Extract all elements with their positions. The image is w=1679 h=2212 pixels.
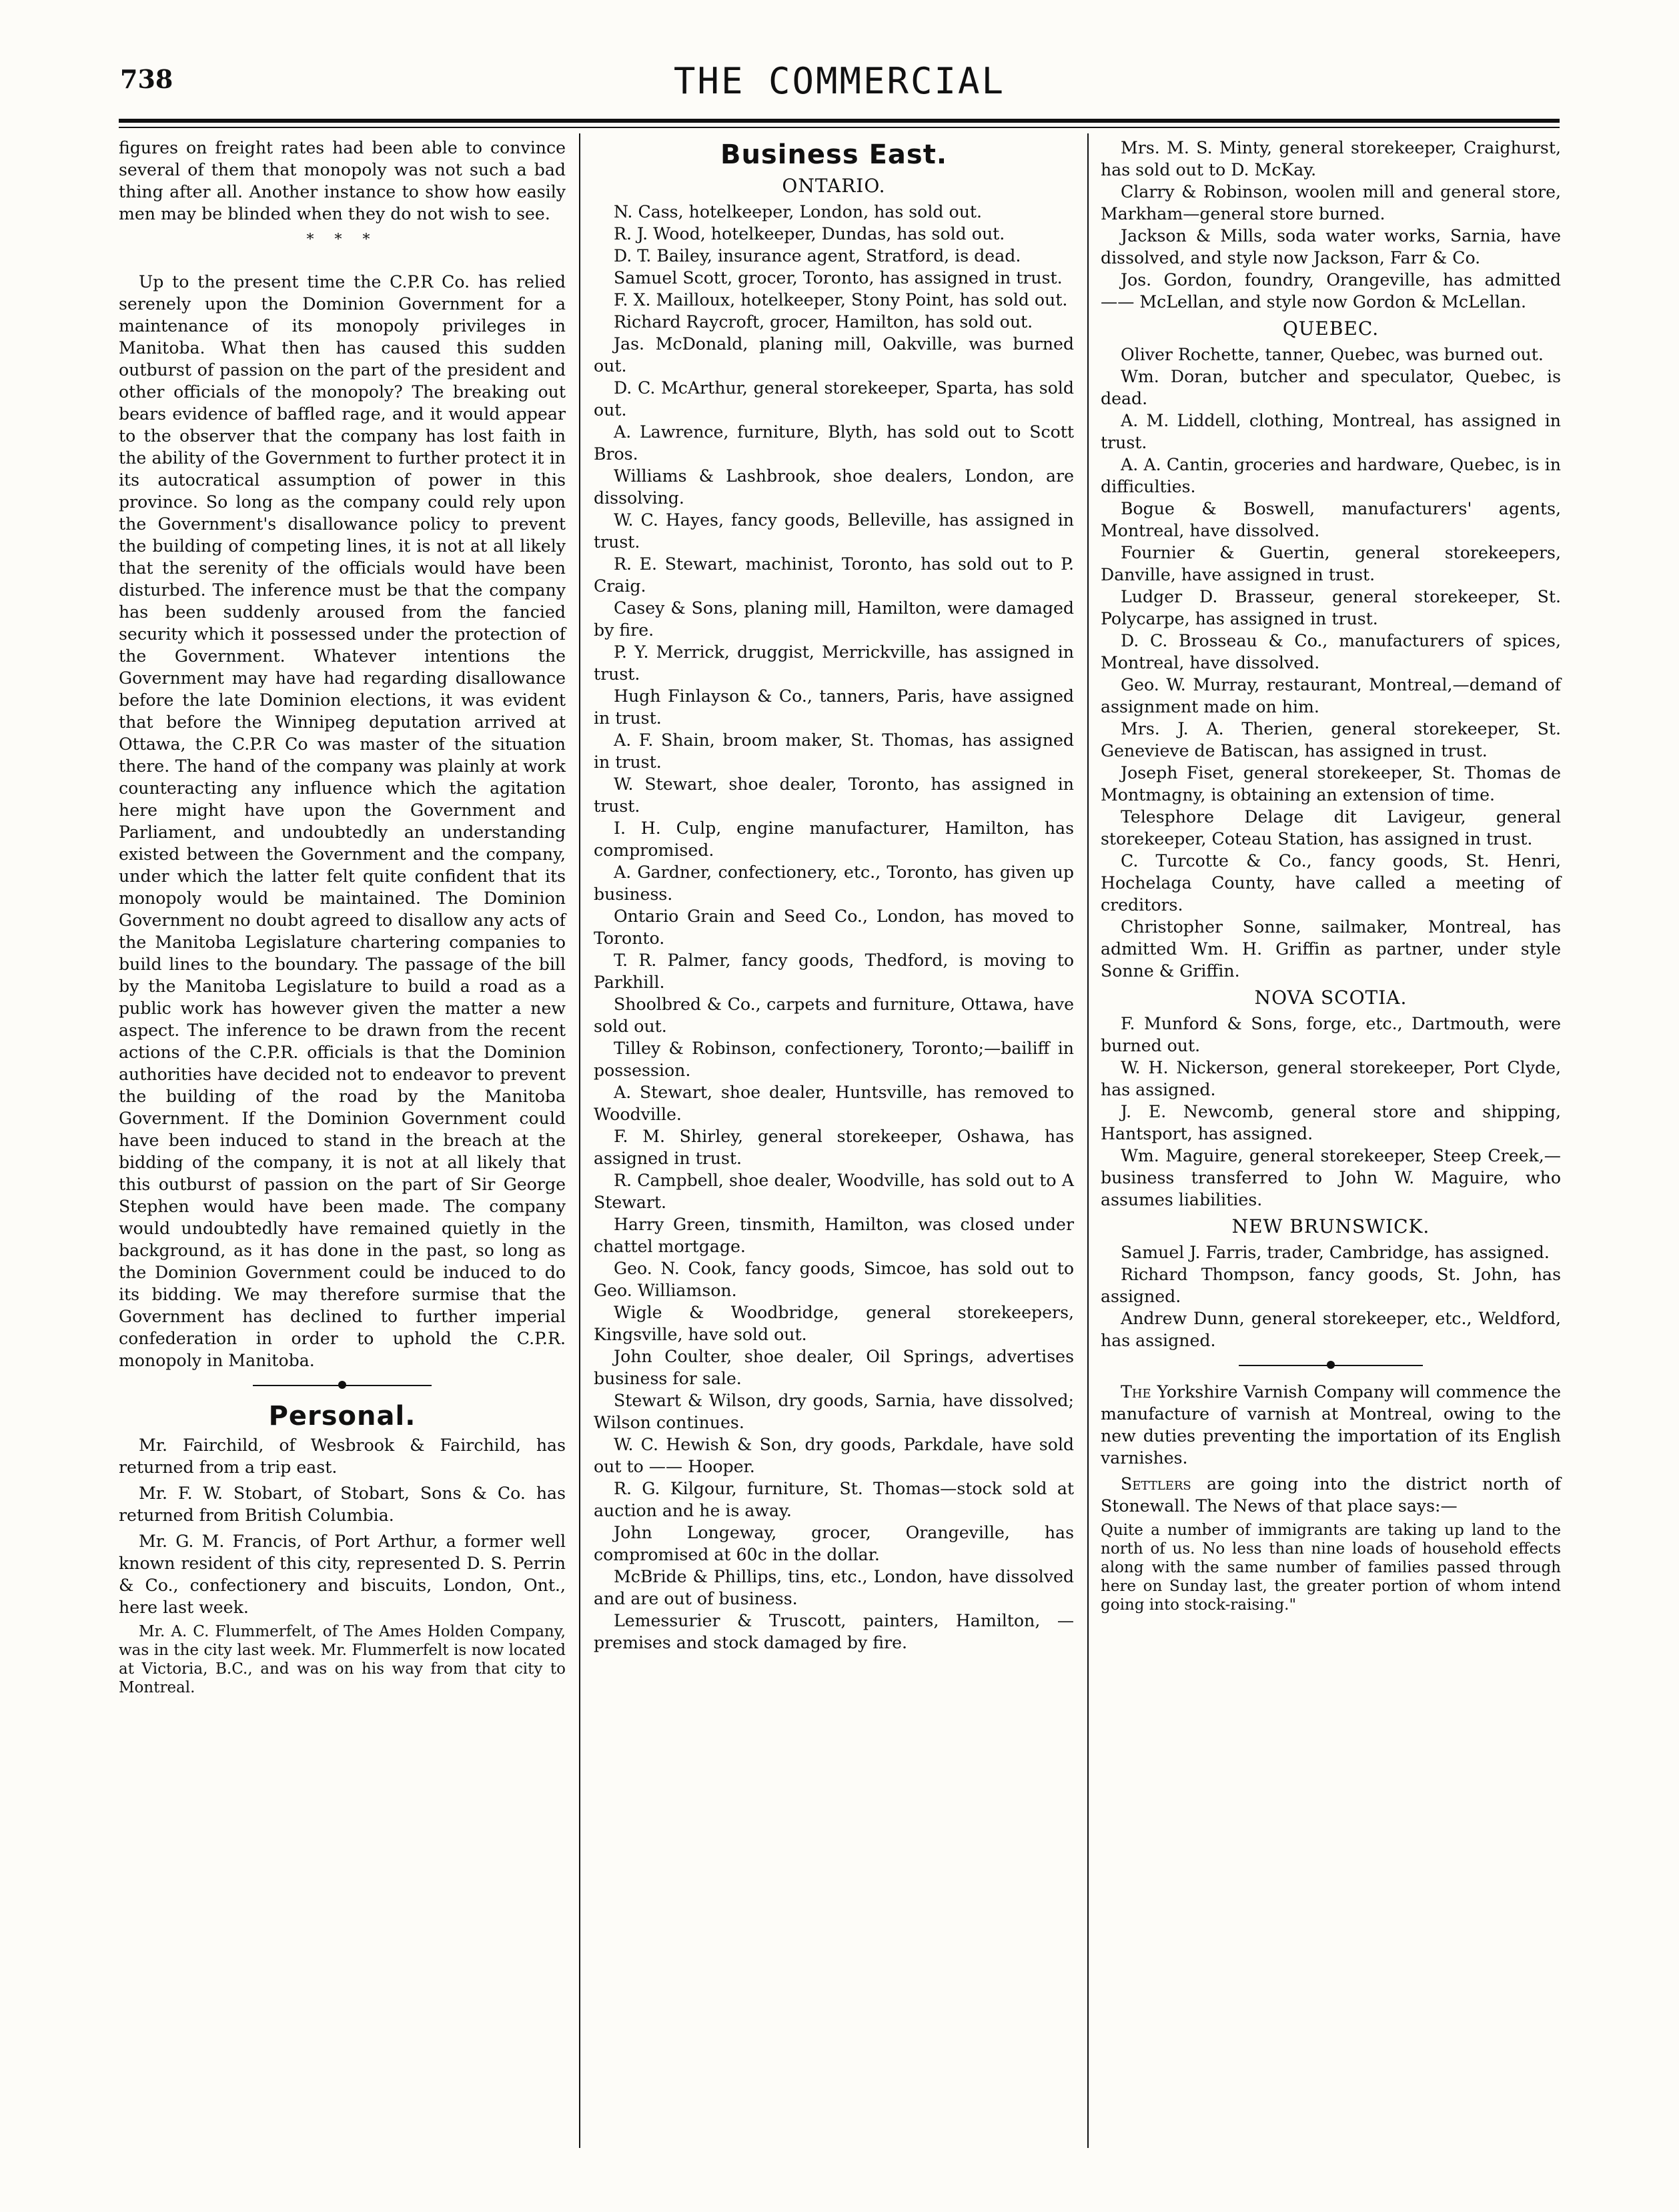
business-notice: John Longeway, grocer, Orangeville, has compromised at 60c in the dollar. [594, 1523, 1074, 1564]
business-notice: D. C. Brosseau & Co., manufacturers of spices, Montreal, have dissolved. [1101, 631, 1561, 672]
masthead-title: THE COMMERCIAL [673, 60, 1006, 102]
business-notice: Ontario Grain and Seed Co., London, has moved to Toronto. [594, 907, 1074, 948]
ontario-heading: ONTARIO. [782, 175, 886, 197]
business-notice: W. H. Nickerson, general storekeeper, Port Clyde, has assigned. [1101, 1058, 1561, 1099]
business-notice: A. Gardner, confectionery, etc., Toronto, has given up business. [594, 863, 1074, 904]
business-notice: F. M. Shirley, general storekeeper, Oshawa, has assigned in trust. [594, 1127, 1074, 1168]
business-notice: Richard Raycroft, grocer, Hamilton, has sold out. [614, 312, 1033, 332]
yorkshire-text: Yorkshire Varnish Company will commence the manufacture of varnish at Montreal, owing to the new duties preventing the importation of its English varnishes. [1101, 1382, 1561, 1468]
business-notice: Telesphore Delage dit Lavigeur, general storekeeper, Coteau Station, has assigned in trust. [1101, 807, 1561, 849]
business-notice: Andrew Dunn, general storekeeper, etc., Weldford, has assigned. [1101, 1309, 1561, 1350]
business-notice: Samuel Scott, grocer, Toronto, has assigned in trust. [614, 268, 1063, 288]
business-notice: Ludger D. Brasseur, general storekeeper, St. Polycarpe, has assigned in trust. [1101, 587, 1561, 628]
yorkshire-item [1101, 1381, 1561, 1469]
business-notice: Richard Thompson, fancy goods, St. John, has assigned. [1101, 1265, 1561, 1306]
business-notice: Fournier & Guertin, general storekeepers, Danville, have assigned in trust. [1101, 543, 1561, 584]
column-divider-right [1087, 133, 1089, 2148]
personal-item: Mr. G. M. Francis, of Port Arthur, a former well known resident of this city, represented D. S. Perrin & Co., confectionery and biscuits, London, Ont., here last week. [119, 1532, 566, 1617]
personal-heading: Personal. [268, 1401, 416, 1432]
business-east-heading: Business East. [720, 139, 948, 170]
business-notice: McBride & Phillips, tins, etc., London, have dissolved and are out of business. [594, 1567, 1074, 1608]
settlers-item [1101, 1473, 1561, 1517]
business-notice: Jos. Gordon, foundry, Orangeville, has admitted —— McLellan, and style now Gordon & McLellan. [1101, 270, 1561, 312]
column-editorial [119, 137, 566, 1701]
business-notice: I. H. Culp, engine manufacturer, Hamilton, has compromised. [594, 818, 1074, 860]
business-notice: Samuel J. Farris, trader, Cambridge, has assigned. [1121, 1243, 1550, 1262]
nova-scotia-list [1101, 1013, 1561, 1211]
business-notice: A. F. Shain, broom maker, St. Thomas, has assigned in trust. [594, 730, 1074, 772]
business-notice: Jas. McDonald, planing mill, Oakville, was burned out. [594, 334, 1074, 376]
settlers-lead: Settlers [1121, 1474, 1191, 1494]
business-notice: Bogue & Boswell, manufacturers' agents, Montreal, have dissolved. [1101, 499, 1561, 540]
business-notice: Harry Green, tinsmith, Hamilton, was closed under chattel mortgage. [594, 1215, 1074, 1256]
new-brunswick-heading: NEW BRUNSWICK. [1231, 1215, 1430, 1237]
settlers-text: are going into the district north of Stonewall. The News of that place says:— [1101, 1474, 1561, 1516]
business-notice: Hugh Finlayson & Co., tanners, Paris, have assigned in trust. [594, 686, 1074, 728]
business-notice: D. T. Bailey, insurance agent, Stratford, is dead. [614, 246, 1021, 265]
business-notice: A. M. Liddell, clothing, Montreal, has assigned in trust. [1101, 411, 1561, 452]
business-notice: R. Campbell, shoe dealer, Woodville, has sold out to A Stewart. [594, 1171, 1074, 1212]
business-notice: Wm. Doran, butcher and speculator, Quebec, is dead. [1101, 367, 1561, 408]
editorial-paragraph: figures on freight rates had been able to convince several of them that monopoly was not such a bad thing after all. Another instance to show how easily men may be blinded when they do not wish to see. [119, 138, 566, 223]
business-notice: W. C. Hewish & Son, dry goods, Parkdale, have sold out to —— Hooper. [594, 1435, 1074, 1476]
business-notice: F. X. Mailloux, hotelkeeper, Stony Point, has sold out. [614, 290, 1068, 310]
business-notice: Wm. Maguire, general storekeeper, Steep Creek,—business transferred to John W. Maguire, who assumes liabilities. [1101, 1146, 1561, 1209]
business-notice: Oliver Rochette, tanner, Quebec, was burned out. [1121, 345, 1544, 364]
business-notice: Mrs. M. S. Minty, general storekeeper, Craighurst, has sold out to D. McKay. [1101, 138, 1561, 179]
business-notice: Tilley & Robinson, confectionery, Toronto;—bailiff in possession. [594, 1039, 1074, 1080]
business-notice: Stewart & Wilson, dry goods, Sarnia, have dissolved; Wilson continues. [594, 1391, 1074, 1432]
business-notice: C. Turcotte & Co., fancy goods, St. Henri, Hochelaga County, have called a meeting of creditors. [1101, 851, 1561, 915]
editorial-paragraph: Up to the present time the C.P.R Co. has relied serenely upon the Dominion Government for a maintenance of its monopoly privileges in Manitoba. What then has caused this sudden outburst of passion on the part of the president and other officials of the monopoly? The breaking out bears evidence of baffled rage, and it would appear to the observer that the company has lost faith in the ability of the Government to further protect it in its autocratical assumption of power in this province. So long as the company could rely upon the Government's disallowance policy to prevent the building of competing lines, it is not at all likely that the serenity of the officials would have been disturbed. The inference must be that the company has been suddenly aroused from the fancied security which it possessed under the protection of the Government. Whatever intentions the Government may have had regarding disallowance before the late Dominion elections, it was evident that before the Winnipeg deputation arrived at Ottawa, the C.P.R Co was master of the situation there. The hand of the company was plainly at work counteracting any influence which the agitation here might have upon the Government and Parliament, and undoubtedly an understanding existed between the Government and the company, under which the latter felt quite confident that its monopoly would be maintained. The Dominion Government no doubt agreed to disallow any acts of the Manitoba Legislature chartering companies to build lines to the boundary. The passage of the bill by the Manitoba Legislature to build a road as a public work has however given the matter a new aspect. The inference to be drawn from the recent actions of the C.P.R. officials is that the Dominion authorities have decided not to endeavor to prevent the building of the road by the Manitoba Government. If the Dominion Government could have been induced to stand in the breach at the bidding of the company, it is not at all likely that this outburst of passion on the part of Sir George Stephen would have been made. The company would undoubtedly have remained quietly in the background, as it has done in the past, so long as the Dominion Government could be induced to do its bidding. We may therefore surmise that the Government has declined to further imperial confederation in order to uphold the C.P.R. monopoly in Manitoba. [119, 272, 566, 1370]
business-notice: W. Stewart, shoe dealer, Toronto, has assigned in trust. [594, 774, 1074, 816]
business-notice: Shoolbred & Co., carpets and furniture, Ottawa, have sold out. [594, 995, 1074, 1036]
business-notice: J. E. Newcomb, general store and shipping, Hantsport, has assigned. [1101, 1102, 1561, 1143]
business-notice: Lemessurier & Truscott, painters, Hamilton, —premises and stock damaged by fire. [594, 1611, 1074, 1652]
business-notice: Williams & Lashbrook, shoe dealers, London, are dissolving. [594, 466, 1074, 508]
ontario-cont-list [1101, 137, 1561, 313]
column-divider-left [579, 133, 580, 2148]
personal-item: Mr. Fairchild, of Wesbrook & Fairchild, has returned from a trip east. [119, 1436, 566, 1477]
business-notice: Joseph Fiset, general storekeeper, St. Thomas de Montmagny, is obtaining an extension of time. [1101, 763, 1561, 804]
business-notice: T. R. Palmer, fancy goods, Thedford, is moving to Parkhill. [594, 951, 1074, 992]
column-business-cont [1101, 137, 1561, 1618]
new-brunswick-list [1101, 1241, 1561, 1351]
business-notice: Clarry & Robinson, woolen mill and general store, Markham—general store burned. [1101, 182, 1561, 223]
business-notice: W. C. Hayes, fancy goods, Belleville, has assigned in trust. [594, 510, 1074, 552]
business-notice: R. G. Kilgour, furniture, St. Thomas—stock sold at auction and he is away. [594, 1479, 1074, 1520]
business-notice: D. C. McArthur, general storekeeper, Sparta, has sold out. [594, 378, 1074, 420]
quebec-list [1101, 344, 1561, 982]
header-rule [119, 119, 1560, 123]
page-number: 738 [120, 64, 173, 94]
ontario-list [594, 201, 1074, 1654]
business-notice: Casey & Sons, planing mill, Hamilton, were damaged by fire. [594, 598, 1074, 640]
business-notice: Jackson & Mills, soda water works, Sarnia, have dissolved, and style now Jackson, Farr & Co. [1101, 226, 1561, 267]
business-notice: Geo. N. Cook, fancy goods, Simcoe, has sold out to Geo. Williamson. [594, 1259, 1074, 1300]
settlers-quote: Quite a number of immigrants are taking up land to the north of us. No less than nine loads of household effects along with the same number of families passed through here on Sunday last, the greater portion of whom intend going into stock-raising." [1101, 1522, 1561, 1614]
business-notice: P. Y. Merrick, druggist, Merrickville, has assigned in trust. [594, 642, 1074, 684]
personal-item: Mr. A. C. Flummerfelt, of The Ames Holden Company, was in the city last week. Mr. Flummerfelt is now located at Victoria, B.C., and was on his way from that city to Montreal. [119, 1623, 566, 1696]
business-notice: Mrs. J. A. Therien, general storekeeper, St. Genevieve de Batiscan, has assigned in trust. [1101, 719, 1561, 760]
business-notice: R. J. Wood, hotelkeeper, Dundas, has sold out. [614, 224, 1005, 243]
section-divider [1101, 1358, 1561, 1373]
quebec-heading: QUEBEC. [1282, 318, 1379, 340]
section-divider [119, 1378, 566, 1393]
nova-scotia-heading: NOVA SCOTIA. [1254, 987, 1408, 1009]
business-notice: F. Munford & Sons, forge, etc., Dartmouth, were burned out. [1101, 1014, 1561, 1055]
business-notice: A. Lawrence, furniture, Blyth, has sold out to Scott Bros. [594, 422, 1074, 464]
section-stars: * * * [306, 231, 378, 248]
business-notice: A. Stewart, shoe dealer, Huntsville, has removed to Woodville. [594, 1083, 1074, 1124]
business-notice: Christopher Sonne, sailmaker, Montreal, has admitted Wm. H. Griffin as partner, under style Sonne & Griffin. [1101, 917, 1561, 981]
column-business-east [594, 137, 1074, 1654]
yorkshire-lead: The [1121, 1382, 1151, 1402]
business-notice: N. Cass, hotelkeeper, London, has sold out. [614, 202, 983, 221]
personal-item: Mr. F. W. Stobart, of Stobart, Sons & Co. has returned from British Columbia. [119, 1484, 566, 1525]
business-notice: R. E. Stewart, machinist, Toronto, has sold out to P. Craig. [594, 554, 1074, 596]
business-notice: A. A. Cantin, groceries and hardware, Quebec, is in difficulties. [1101, 455, 1561, 496]
header-rule-thin [119, 127, 1560, 128]
business-notice: John Coulter, shoe dealer, Oil Springs, advertises business for sale. [594, 1347, 1074, 1388]
business-notice: Wigle & Woodbridge, general storekeepers, Kingsville, have sold out. [594, 1303, 1074, 1344]
business-notice: Geo. W. Murray, restaurant, Montreal,—demand of assignment made on him. [1101, 675, 1561, 716]
